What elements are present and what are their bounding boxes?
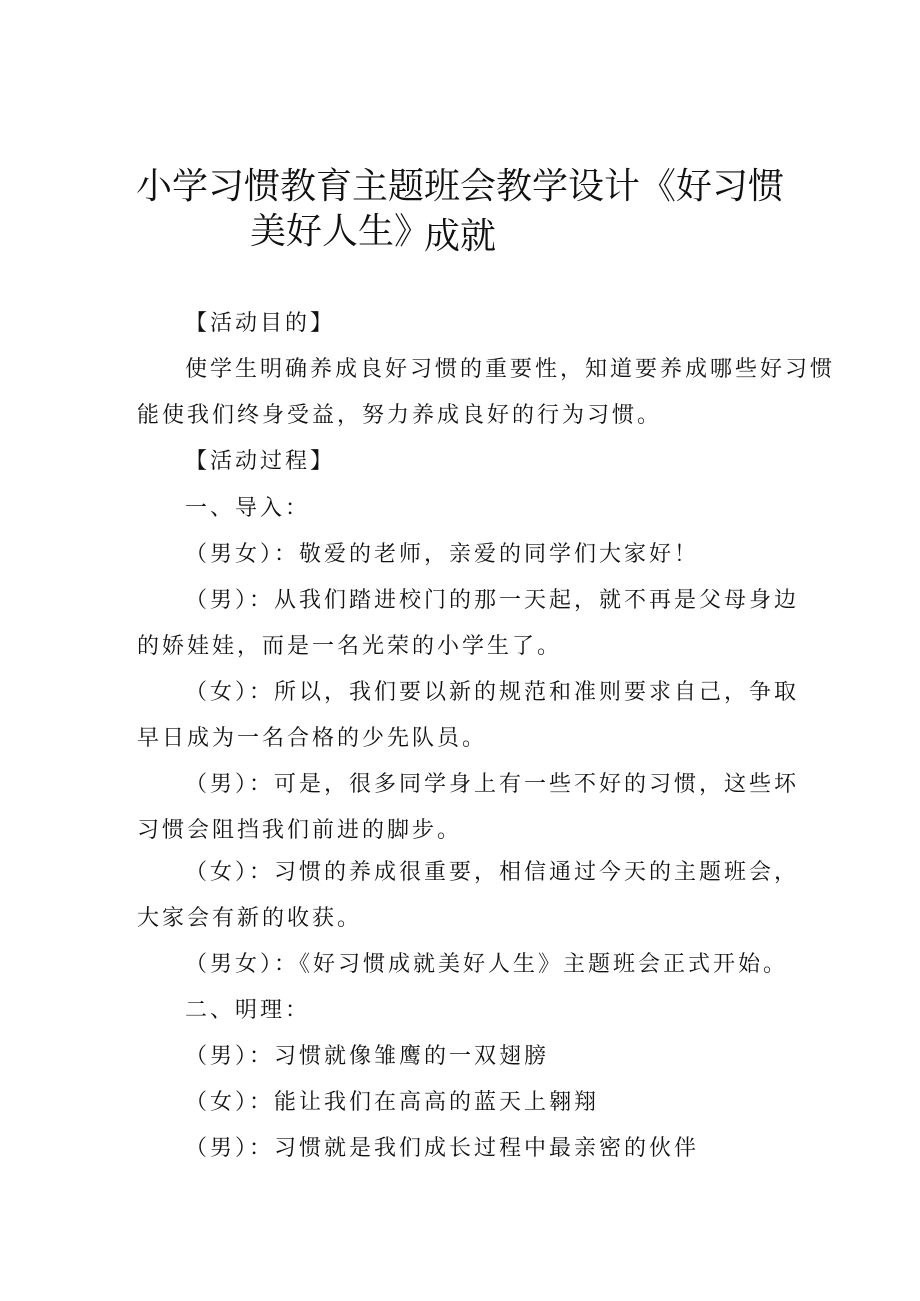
subsection-heading-intro: 一、导入： (185, 496, 311, 521)
dialogue-line: 习惯会阻挡我们前进的脚步。 (137, 818, 463, 843)
paragraph-line: 使学生明确养成良好习惯的重要性，知道要养成哪些好习惯 (185, 357, 836, 382)
dialogue-line: （女）：所以，我们要以新的规范和准则要求自己，争取 (185, 680, 800, 705)
dialogue-line: 大家会有新的收获。 (137, 906, 363, 931)
dialogue-line: （男）：从我们踏进校门的那一天起，就不再是父母身边 (185, 588, 800, 613)
dialogue-line: （男女）：《好习惯成就美好人生》主题班会正式开始。 (185, 952, 789, 977)
dialogue-line: （女）：习惯的养成很重要，相信通过今天的主题班会， (185, 860, 800, 885)
dialogue-line: （男女）：敬爱的老师，亲爱的同学们大家好！ (185, 542, 700, 567)
section-heading-purpose: 【活动目的】 (185, 311, 336, 336)
subsection-heading-reason: 二、明理： (185, 998, 311, 1023)
dialogue-line: （男）：可是，很多同学身上有一些不好的习惯，这些坏 (185, 772, 800, 797)
dialogue-line: （女）：能让我们在高高的蓝天上翱翔 (185, 1090, 600, 1115)
document-title-line2: 美好人生》 (249, 211, 430, 252)
dialogue-line: （男）：习惯就是我们成长过程中最亲密的伙伴 (185, 1136, 700, 1161)
dialogue-line: 早日成为一名合格的少先队员。 (137, 726, 488, 751)
section-heading-process: 【活动过程】 (185, 449, 336, 474)
dialogue-line: （男）：习惯就像雏鹰的一双翅膀 (185, 1044, 550, 1069)
paragraph-line: 能使我们终身受益，努力养成良好的行为习惯。 (137, 403, 663, 428)
document-title-line1: 小学习惯教育主题班会教学设计《好习惯成就 (135, 166, 784, 257)
dialogue-line: 的娇娃娃，而是一名光荣的小学生了。 (137, 634, 563, 659)
